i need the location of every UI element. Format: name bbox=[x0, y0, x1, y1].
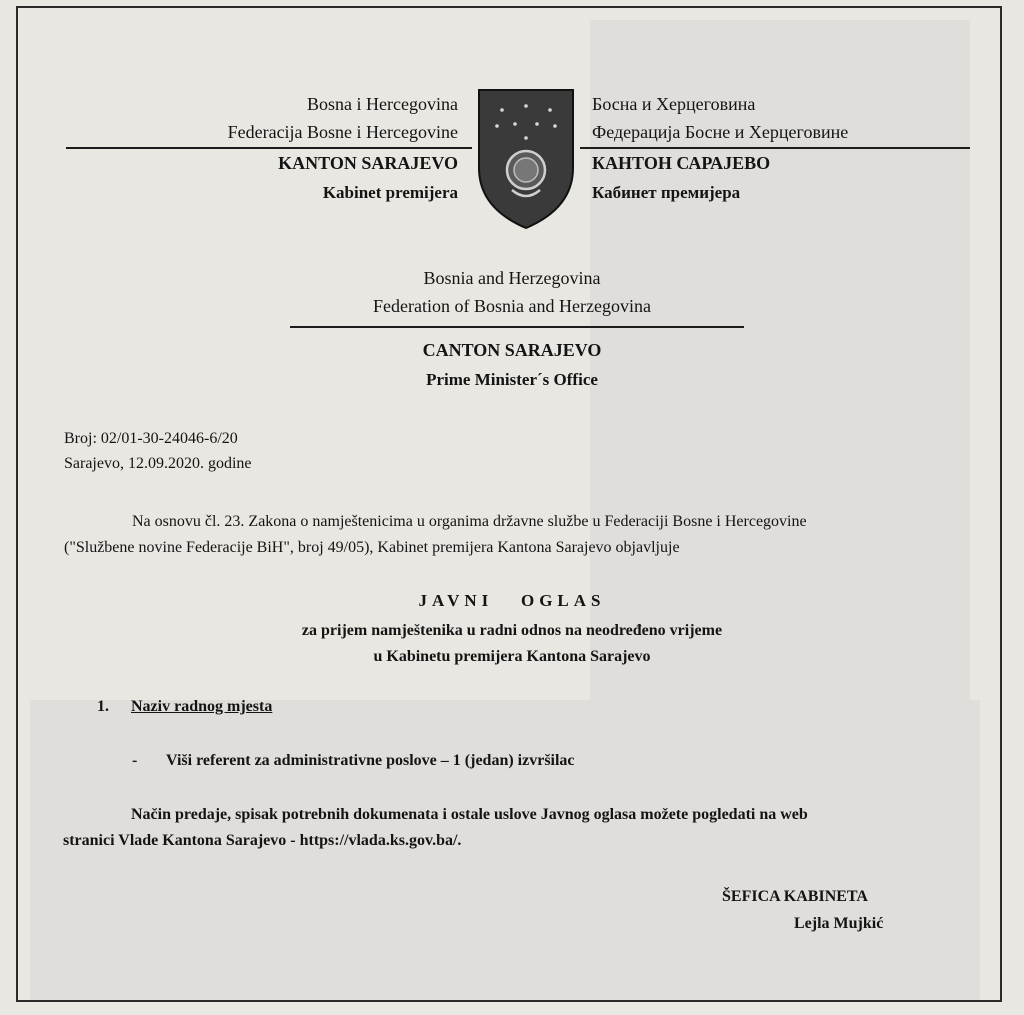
position-dash: - bbox=[132, 752, 138, 769]
header-right-office: Кабинет премијера bbox=[592, 183, 741, 202]
header-center-canton: CANTON SARAJEVO bbox=[422, 340, 602, 360]
signature-role: ŠEFICA KABINETA bbox=[722, 888, 868, 905]
header-left-line1: Bosna i Hercegovina bbox=[307, 94, 458, 114]
header-left-canton: KANTON SARAJEVO bbox=[278, 153, 458, 173]
header-center-line2: Federation of Bosnia and Herzegovina bbox=[373, 296, 651, 316]
announcement-title: JAVNI OGLAS bbox=[418, 591, 606, 610]
reference-number: Broj: 02/01-30-24046-6/20 bbox=[64, 430, 238, 447]
header-right-canton: КАНТОН САРАЈЕВО bbox=[592, 153, 771, 173]
section-heading: Naziv radnog mjesta bbox=[131, 698, 273, 715]
header-left-rule bbox=[66, 147, 472, 149]
section-number: 1. bbox=[97, 698, 109, 715]
position-item: Viši referent za administrativne poslove – 1 (jedan) izvršilac bbox=[166, 752, 575, 769]
coat-of-arms-emblem bbox=[475, 86, 577, 232]
header-center-office: Prime Minister´s Office bbox=[426, 370, 598, 389]
signature-name: Lejla Mujkić bbox=[794, 915, 884, 932]
announcement-subtitle1: za prijem namještenika u radni odnos na neodređeno vrijeme bbox=[301, 622, 723, 639]
intro-line1: Na osnovu čl. 23. Zakona o namještenicima u organima državne službe u Federaciji Bosne i Hercegovine bbox=[132, 513, 807, 530]
place-date: Sarajevo, 12.09.2020. godine bbox=[64, 455, 252, 472]
intro-line2: ("Službene novine Federacije BiH", broj 49/05), Kabinet premijera Kantona Sarajevo objavljuje bbox=[64, 539, 680, 556]
header-center-rule bbox=[290, 326, 744, 328]
header-center-line1: Bosnia and Herzegovina bbox=[423, 268, 601, 288]
header-right-line1: Босна и Херцеговина bbox=[592, 94, 756, 114]
header-left-office: Kabinet premijera bbox=[322, 183, 458, 202]
note-line1: Način predaje, spisak potrebnih dokumenata i ostale uslove Javnog oglasa možete pogledati na web bbox=[131, 806, 808, 823]
note-line2: stranici Vlade Kantona Sarajevo - https://vlada.ks.gov.ba/. bbox=[63, 832, 462, 849]
header-right-line2: Федерација Босне и Херцеговине bbox=[592, 122, 849, 142]
header-left-line2: Federacija Bosne i Hercegovine bbox=[227, 122, 458, 142]
announcement-subtitle2: u Kabinetu premijera Kantona Sarajevo bbox=[373, 648, 651, 665]
header-right-rule bbox=[580, 147, 970, 149]
